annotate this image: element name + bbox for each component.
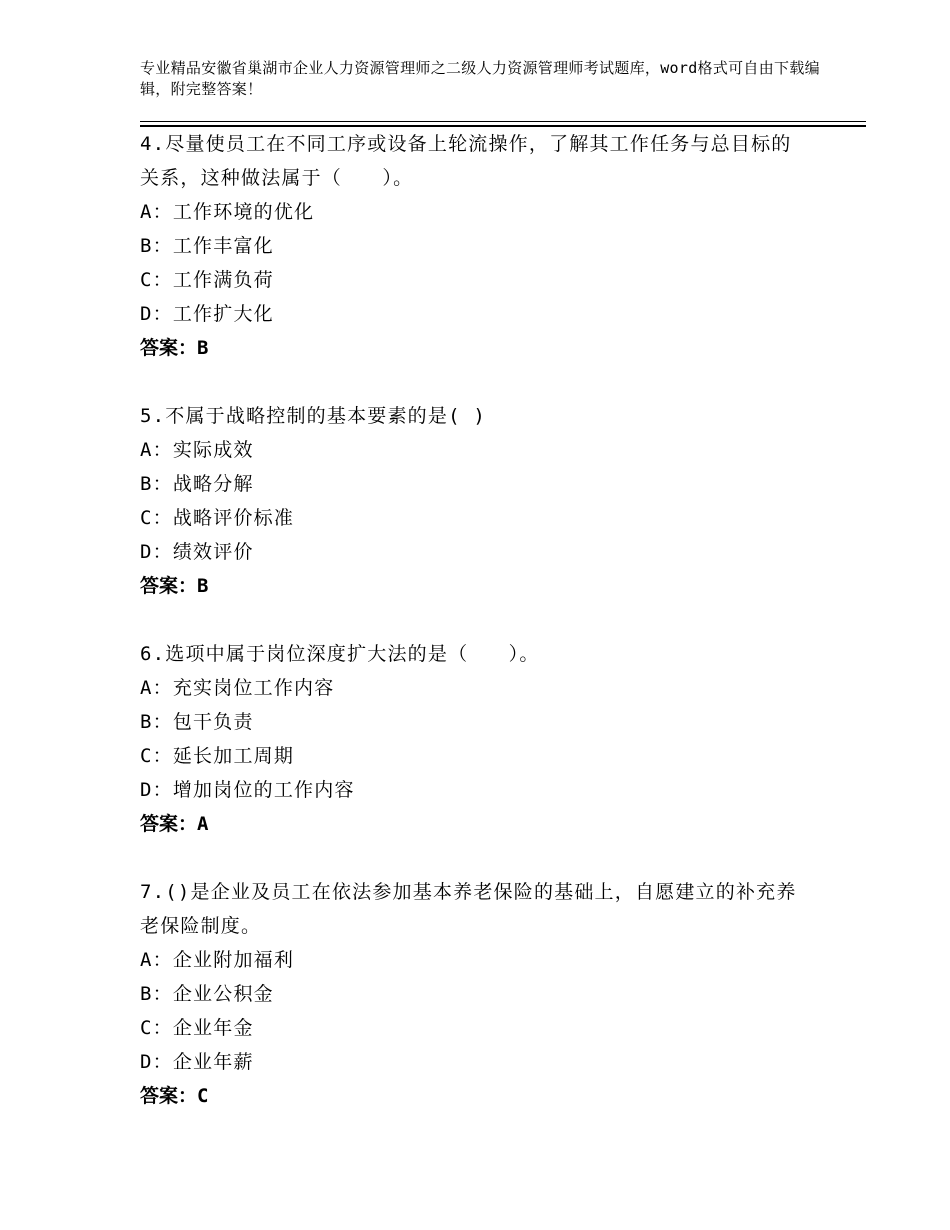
answer-line bbox=[140, 807, 820, 841]
option-d: D：绩效评价 bbox=[140, 541, 254, 563]
option-d: D：增加岗位的工作内容 bbox=[140, 779, 355, 801]
answer-label: 答案： bbox=[140, 337, 198, 359]
answer-value: B bbox=[197, 337, 209, 359]
header-rule-thin bbox=[140, 121, 866, 122]
option-b: B：企业公积金 bbox=[140, 983, 274, 1005]
answer-line bbox=[140, 1079, 820, 1113]
answer-value: B bbox=[197, 575, 209, 597]
document-header: 专业精品安徽省巢湖市企业人力资源管理师之二级人力资源管理师考试题库，word格式可自由下载编辑，附完整答案！ bbox=[140, 59, 820, 98]
question-4 bbox=[140, 127, 820, 365]
option-b: B：战略分解 bbox=[140, 473, 254, 495]
option-a: A：充实岗位工作内容 bbox=[140, 677, 335, 699]
option-d: D：工作扩大化 bbox=[140, 303, 274, 325]
question-5 bbox=[140, 399, 820, 603]
option-c: C：工作满负荷 bbox=[140, 269, 274, 291]
question-stem: 5.不属于战略控制的基本要素的是( ) bbox=[140, 405, 486, 427]
question-7 bbox=[140, 875, 820, 1113]
question-stem: 6.选项中属于岗位深度扩大法的是（ ）。 bbox=[140, 643, 540, 665]
answer-line bbox=[140, 331, 820, 365]
answer-value: A bbox=[197, 813, 209, 835]
question-6 bbox=[140, 637, 820, 841]
option-b: B：工作丰富化 bbox=[140, 235, 274, 257]
option-a: A：实际成效 bbox=[140, 439, 254, 461]
question-stem: 7.()是企业及员工在依法参加基本养老保险的基础上，自愿建立的补充养老保险制度。 bbox=[140, 881, 797, 937]
option-c: C：企业年金 bbox=[140, 1017, 254, 1039]
option-a: A：企业附加福利 bbox=[140, 949, 295, 971]
answer-label: 答案： bbox=[140, 1085, 198, 1107]
answer-value: C bbox=[197, 1085, 209, 1107]
option-c: C：战略评价标准 bbox=[140, 507, 295, 529]
option-d: D：企业年薪 bbox=[140, 1051, 254, 1073]
option-c: C：延长加工周期 bbox=[140, 745, 295, 767]
answer-label: 答案： bbox=[140, 813, 198, 835]
question-list bbox=[140, 127, 820, 1147]
answer-label: 答案： bbox=[140, 575, 198, 597]
option-b: B：包干负责 bbox=[140, 711, 254, 733]
option-a: A：工作环境的优化 bbox=[140, 201, 315, 223]
answer-line bbox=[140, 569, 820, 603]
question-stem: 4.尽量使员工在不同工序或设备上轮流操作，了解其工作任务与总目标的关系，这种做法属于（ ）。 bbox=[140, 133, 792, 189]
